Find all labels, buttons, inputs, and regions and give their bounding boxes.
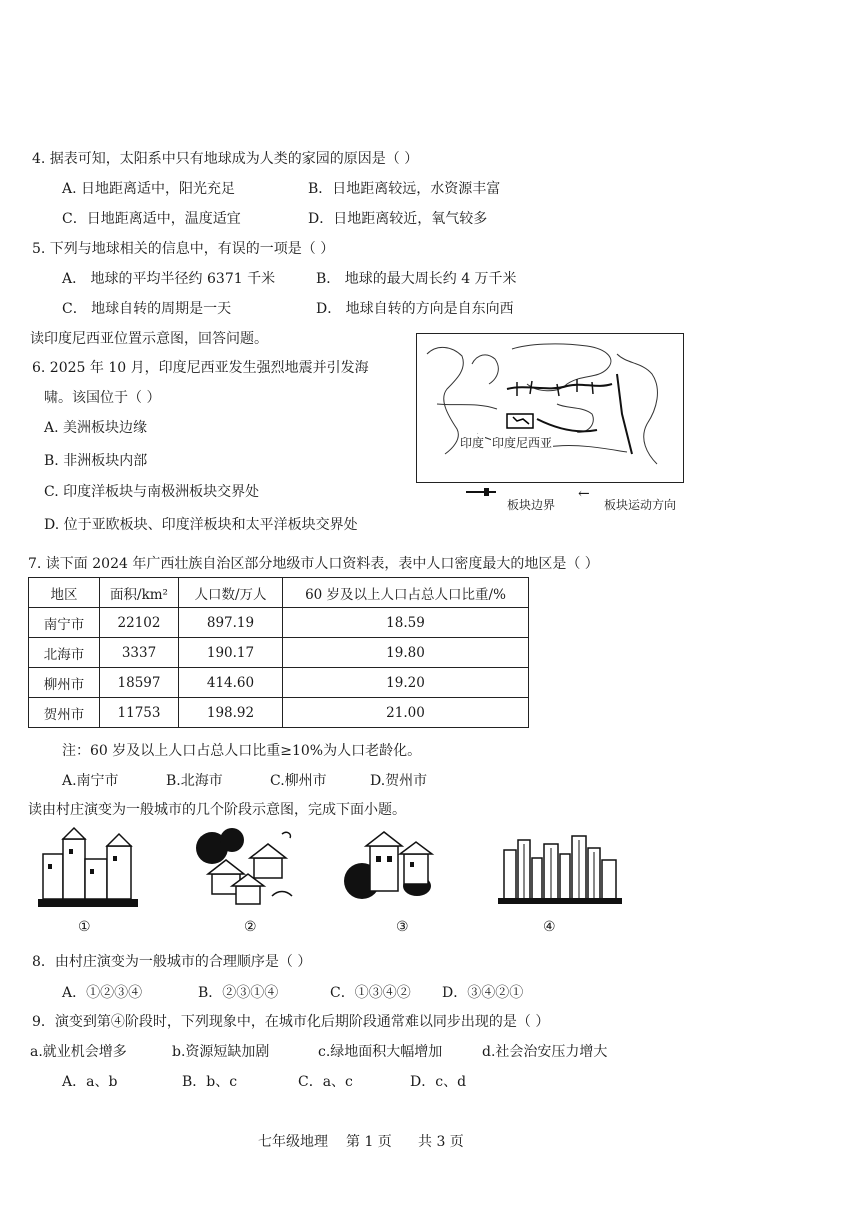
- q6-option-d: D. 位于亚欧板块、印度洋板块和太平洋板块交界处: [44, 517, 358, 533]
- footer-subject: 七年级地理: [258, 1134, 328, 1150]
- q8-option-c: C．①③④②: [330, 985, 411, 1001]
- village-intro: 读由村庄演变为一般城市的几个阶段示意图，完成下面小题。: [28, 802, 406, 818]
- table-header-row: [29, 578, 529, 608]
- q4-option-d: D．日地距离较近，氧气较多: [308, 211, 488, 227]
- legend-motion-label: 板块运动方向: [604, 498, 677, 512]
- q9-option-a: A．a、b: [62, 1074, 118, 1090]
- q6-stem-line2: 啸。该国位于（ ）: [44, 390, 161, 406]
- q4-option-b: B．日地距离较远，水资源丰富: [308, 181, 501, 197]
- q5-stem: 5. 下列与地球相关的信息中，有误的一项是（ ）: [32, 241, 335, 257]
- q5-option-a: A． 地球的平均半径约 6371 千米: [62, 271, 276, 287]
- table-row: [29, 698, 529, 728]
- q9-statement-c: c.绿地面积大幅增加: [318, 1044, 443, 1060]
- q7-option-a: A.南宁市: [62, 773, 119, 789]
- footer-total: 共 3 页: [418, 1134, 464, 1150]
- table-cell: 南宁市: [29, 608, 100, 638]
- table-header: 面积/km²: [100, 578, 179, 608]
- stage-3-illustration: [342, 826, 454, 910]
- table-cell: 190.17: [179, 638, 283, 668]
- table-cell: 19.80: [283, 638, 529, 668]
- map-label-india: 印度: [460, 436, 485, 450]
- q5-option-d: D． 地球自转的方向是自东向西: [316, 301, 514, 317]
- table-cell: 18.59: [283, 608, 529, 638]
- q4-option-c: C．日地距离适中，温度适宜: [62, 211, 241, 227]
- indonesia-location-map: [416, 333, 684, 483]
- q7-option-c: C.柳州市: [270, 773, 327, 789]
- table-cell: 414.60: [179, 668, 283, 698]
- world-plate-map-drawing: [417, 334, 682, 481]
- q6-stem-line1: 6. 2025 年 10 月，印度尼西亚发生强烈地震并引发海: [32, 360, 369, 376]
- table-cell: 22102: [100, 608, 179, 638]
- q7-note: 注：60 岁及以上人口占总人口比重≥10%为人口老龄化。: [62, 743, 422, 759]
- map-label-indonesia: 印度尼西亚: [492, 436, 553, 450]
- table-cell: 21.00: [283, 698, 529, 728]
- table-row: [29, 668, 529, 698]
- arrow-left-icon: ←: [578, 486, 590, 502]
- map-intro: 读印度尼西亚位置示意图，回答问题。: [30, 331, 268, 347]
- table-cell: 贺州市: [29, 698, 100, 728]
- q8-option-a: A．①②③④: [62, 985, 143, 1001]
- footer-page: 第 1 页: [346, 1134, 392, 1150]
- q9-statement-d: d.社会治安压力增大: [482, 1044, 608, 1060]
- q6-option-a: A. 美洲板块边缘: [44, 420, 148, 436]
- table-cell: 柳州市: [29, 668, 100, 698]
- table-cell: 18597: [100, 668, 179, 698]
- table-header: 地区: [29, 578, 100, 608]
- stage-2-number: ②: [244, 919, 257, 935]
- stage-4-number: ④: [543, 919, 556, 935]
- q7-option-d: D.贺州市: [370, 773, 428, 789]
- table-header: 人口数/万人: [179, 578, 283, 608]
- q8-option-b: B．②③①④: [198, 985, 279, 1001]
- stage-4-illustration: [498, 830, 622, 906]
- q5-option-b: B． 地球的最大周长约 4 万千米: [316, 271, 517, 287]
- q4-stem: 4. 据表可知，太阳系中只有地球成为人类的家园的原因是（ ）: [32, 151, 419, 167]
- population-table: [28, 577, 529, 728]
- q9-stem: 9．演变到第④阶段时，下列现象中，在城市化后期阶段通常难以同步出现的是（ ）: [32, 1014, 550, 1030]
- stage-2-illustration: [192, 826, 304, 912]
- q7-stem: 7. 读下面 2024 年广西壮族自治区部分地级市人口资料表，表中人口密度最大的地区是（ ）: [28, 556, 599, 572]
- q6-option-b: B. 非洲板块内部: [44, 453, 148, 469]
- q8-option-d: D．③④②①: [442, 985, 524, 1001]
- table-header: 60 岁及以上人口占总人口比重/%: [283, 578, 529, 608]
- boundary-legend-symbol: [466, 488, 496, 494]
- q4-option-a: A. 日地距离适中，阳光充足: [62, 181, 236, 197]
- table-cell: 897.19: [179, 608, 283, 638]
- table-cell: 198.92: [179, 698, 283, 728]
- q5-option-c: C． 地球自转的周期是一天: [62, 301, 232, 317]
- q7-option-b: B.北海市: [166, 773, 223, 789]
- table-cell: 11753: [100, 698, 179, 728]
- legend-boundary-label: 板块边界: [507, 498, 556, 512]
- table-row: [29, 638, 529, 668]
- q9-option-b: B．b、c: [182, 1074, 238, 1090]
- stage-3-number: ③: [396, 919, 409, 935]
- table-row: [29, 608, 529, 638]
- table-cell: 北海市: [29, 638, 100, 668]
- q9-option-c: C．a、c: [298, 1074, 353, 1090]
- stage-1-illustration: [38, 824, 138, 912]
- q9-statement-a: a.就业机会增多: [30, 1044, 127, 1060]
- q6-option-c: C. 印度洋板块与南极洲板块交界处: [44, 484, 260, 500]
- q8-stem: 8．由村庄演变为一般城市的合理顺序是（ ）: [32, 954, 312, 970]
- q9-statement-b: b.资源短缺加剧: [172, 1044, 270, 1060]
- table-cell: 19.20: [283, 668, 529, 698]
- q9-option-d: D．c、d: [410, 1074, 467, 1090]
- table-cell: 3337: [100, 638, 179, 668]
- stage-1-number: ①: [78, 919, 91, 935]
